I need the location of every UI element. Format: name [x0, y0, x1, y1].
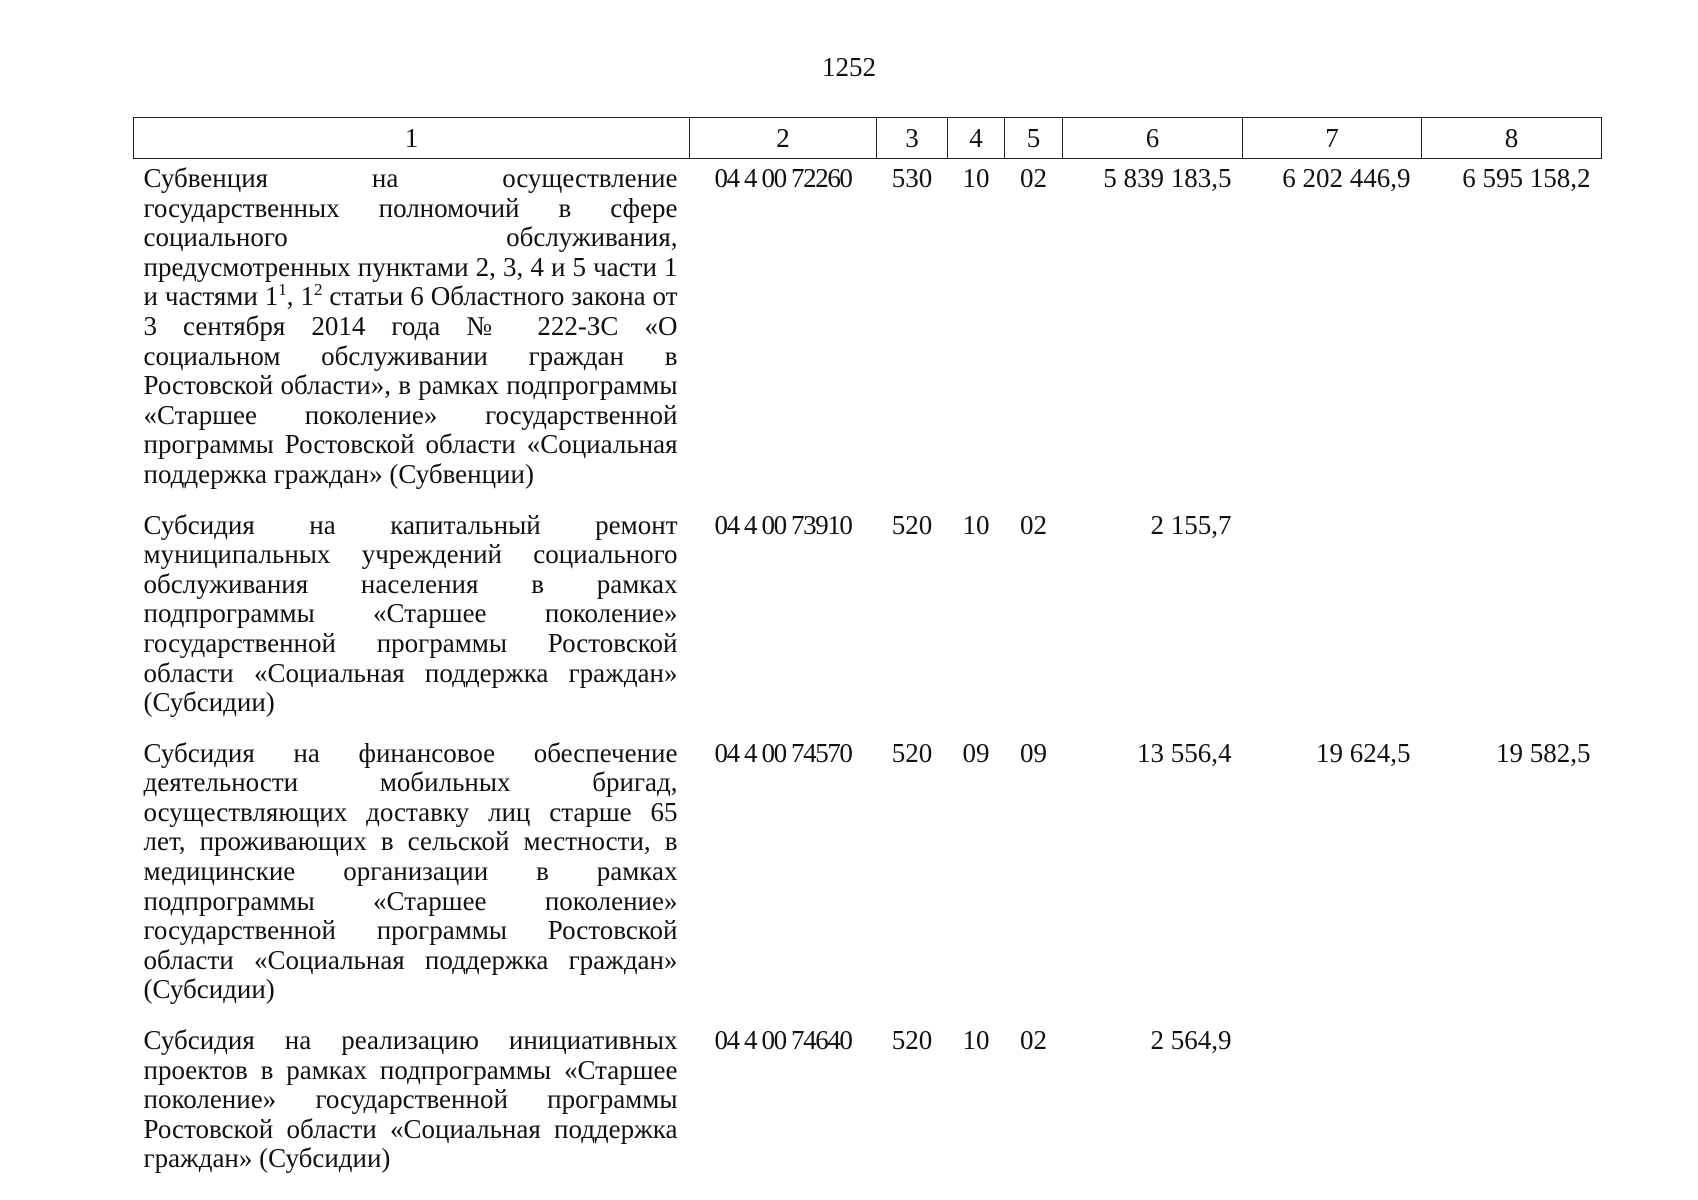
target-article-code: 04 4 00 72260: [714, 163, 852, 193]
subsection-code: 09: [1020, 737, 1047, 768]
superscript: 2: [313, 280, 323, 300]
section-code: 10: [962, 509, 990, 540]
table-row: [134, 734, 1602, 1021]
table-header: [134, 118, 1602, 159]
section-code: 10: [962, 1025, 990, 1056]
target-article-code: 04 4 00 74640: [714, 1025, 852, 1056]
table-row: [134, 1021, 1602, 1190]
table-row: [134, 159, 1602, 506]
header-row: [134, 118, 1602, 159]
row-description: Субсидия на капитальный ремонт муниципальных учреждений социального обслуживания населения в рамках подпрограммы «Старшее поколение» государственной программы Ростовской области «Социальная поддержка граждан» (Субсидии): [143, 509, 678, 718]
subsection-code: 02: [1020, 509, 1047, 540]
header-col-5: 5: [1005, 118, 1063, 159]
subsection-code: 02: [1020, 1025, 1047, 1056]
expense-type-code: 520: [891, 509, 933, 540]
desc-text-a: Субвенция на осуществление государственных полномочий в сфере социального обслуживания, предусмотренных пунктами 2, 3, 4 и 5 части 1 и частями 1: [143, 163, 678, 312]
amount-col-8: 19 582,5: [1496, 737, 1591, 768]
header-col-4: 4: [948, 118, 1005, 159]
amount-col-7: [1243, 506, 1422, 734]
amount-col-6: 5 839 183,5: [1103, 163, 1232, 193]
header-col-8: 8: [1422, 118, 1602, 159]
amount-col-6: 2 155,7: [1150, 509, 1232, 540]
row-description: [134, 159, 690, 506]
budget-table: [133, 117, 1602, 1190]
table-row: [134, 506, 1602, 734]
desc-text-b: , 1: [286, 281, 314, 312]
expense-type-code: 530: [891, 163, 933, 193]
amount-col-7: [1243, 1021, 1422, 1190]
desc-text-c: статьи 6 Областного закона от 3 сентября 2014 года № 222-ЗС «О социальном обслуживании граждан в Ростовской области», в рамках подпрограммы «Старшее поколение» государственной программы Ростовской области «Социальная поддержка граждан» (Субвенции): [143, 281, 678, 489]
row-description: Субсидия на финансовое обеспечение деятельности мобильных бригад, осуществляющих доставку лиц старше 65 лет, проживающих в сельской местности, в медицинские организации в рамках подпрограммы «Старшее поколение» государственной программы Ростовской области «Социальная поддержка граждан» (Субсидии): [143, 737, 678, 1005]
expense-type-code: 520: [891, 1025, 933, 1056]
expense-type-code: 520: [891, 737, 933, 768]
amount-col-6: 13 556,4: [1137, 737, 1232, 768]
superscript: 1: [278, 280, 287, 300]
target-article-code: 04 4 00 73910: [714, 509, 852, 540]
amount-col-8: [1422, 1021, 1602, 1190]
amount-col-8: 6 595 158,2: [1462, 163, 1591, 193]
page-number: 1252: [822, 52, 876, 82]
header-col-6: 6: [1063, 118, 1243, 159]
header-col-7: 7: [1243, 118, 1422, 159]
section-code: 09: [962, 737, 990, 768]
header-col-2: 2: [690, 118, 877, 159]
amount-col-8: [1422, 506, 1602, 734]
header-col-3: 3: [877, 118, 948, 159]
target-article-code: 04 4 00 74570: [714, 737, 852, 768]
row-description: Субсидия на реализацию инициативных проектов в рамках подпрограммы «Старшее поколение» государственной программы Ростовской области «Социальная поддержка граждан» (Субсидии): [143, 1025, 678, 1174]
amount-col-6: 2 564,9: [1150, 1025, 1232, 1056]
subsection-code: 02: [1020, 163, 1047, 193]
amount-col-7: 6 202 446,9: [1282, 163, 1411, 193]
amount-col-7: 19 624,5: [1316, 737, 1411, 768]
header-col-1: 1: [134, 118, 690, 159]
table-body: [134, 159, 1602, 1191]
section-code: 10: [962, 163, 990, 193]
